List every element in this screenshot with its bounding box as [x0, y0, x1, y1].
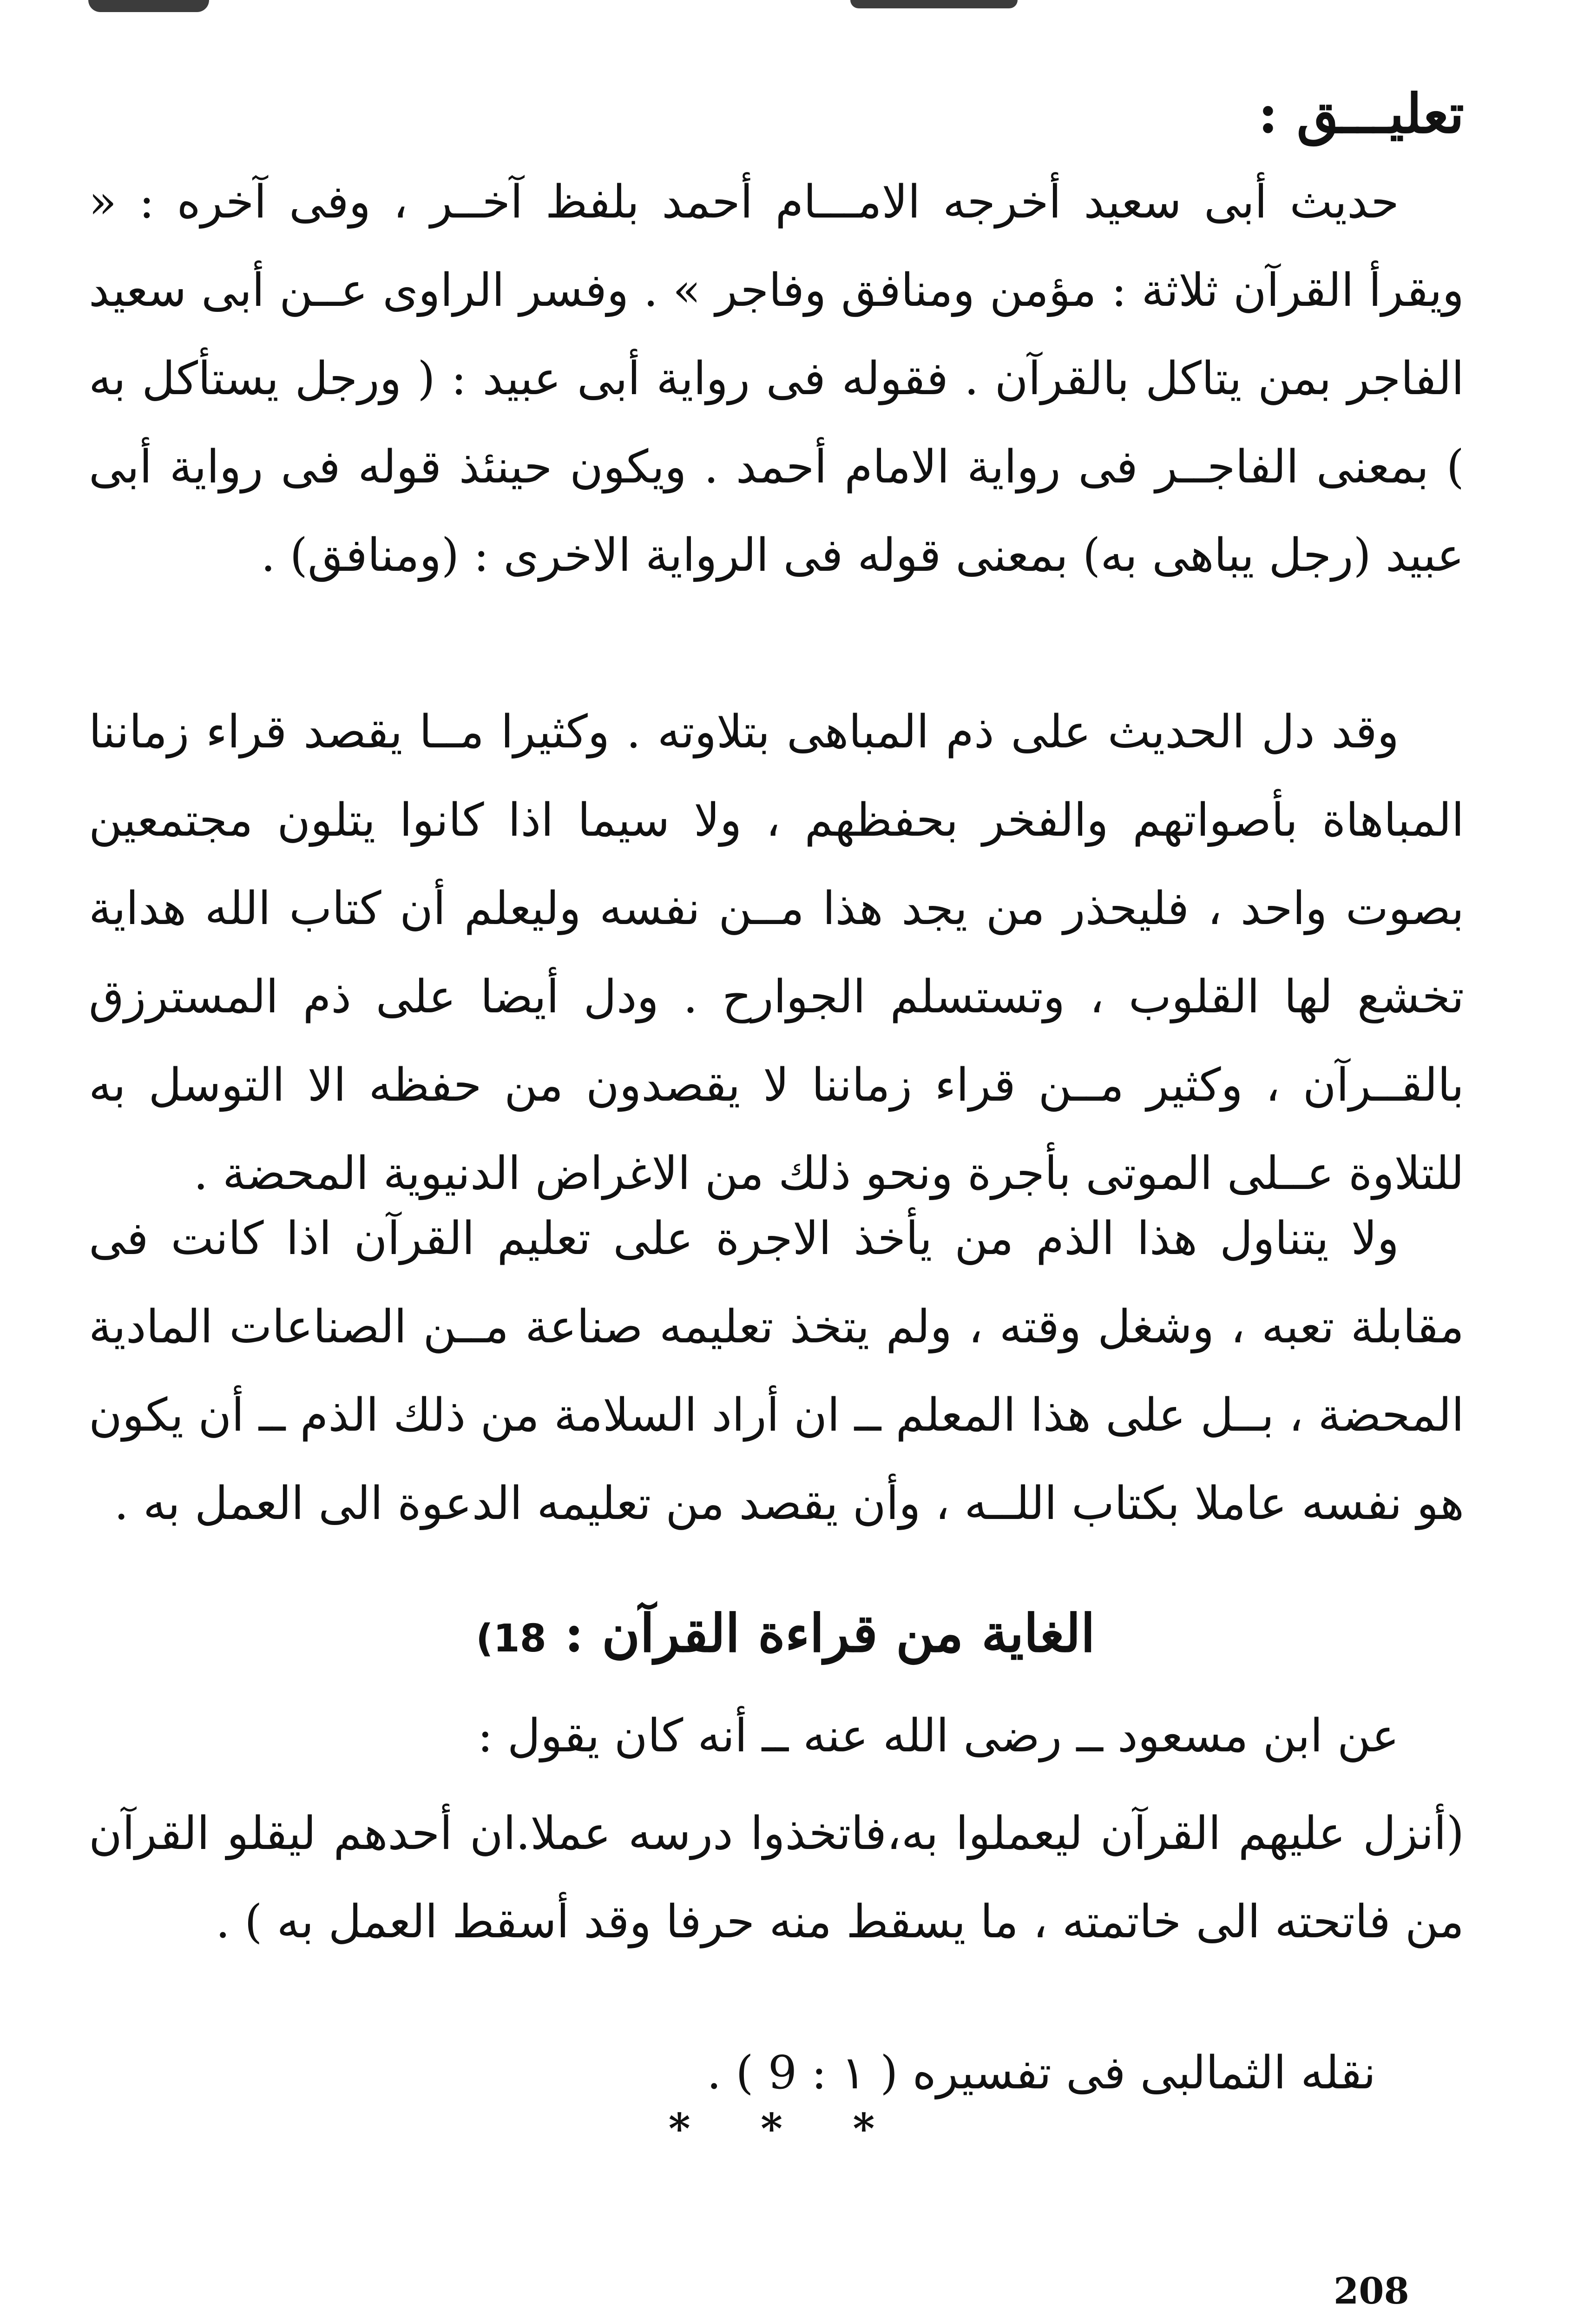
scan-artifact [850, 0, 1018, 8]
source-citation: نقله الثمالبى فى تفسيره ( ١ : 9 ) . [707, 2047, 1376, 2100]
comment-heading: تعليـــق : [1258, 82, 1464, 145]
quote-text: (أنزل عليهم القرآن ليعملوا به،فاتخذوا درسه عملا.ان أحدهم ليقلو القرآن من فاتحته الى خاتمته ، ما يسقط منه حرفا وقد أسقط العمل به ) . [89, 1807, 1464, 1948]
section-number: 18) [476, 1617, 546, 1661]
comment-paragraph [89, 158, 1464, 600]
narration-paragraph [89, 1692, 1464, 1780]
scan-artifact [88, 0, 209, 12]
narration-text: عن ابن مسعود ــ رضى الله عنه ــ أنه كان يقول : [477, 1710, 1399, 1763]
section-heading [0, 1594, 1571, 1678]
section-title-text: الغاية من قراءة القرآن : [564, 1603, 1095, 1664]
paragraph-text: ولا يتناول هذا الذم من يأخذ الاجرة على تعليم القرآن اذا كانت فى مقابلة تعبه ، وشغل وقته ، ولم يتخذ تعليمه صناعة مــن الصناعات المادية المحضة ، بــل على هذا المعلم ــ ان أراد السلامة من ذلك الذم ــ أن يكون هو نفسه عاملا بكتاب اللــه ، وأن يقصد من تعليمه الدعوة الى العمل به . [89, 1212, 1464, 1530]
paragraph-text: وقد دل الحديث على ذم المباهى بتلاوته . وكثيرا مــا يقصد قراء زماننا المباهاة بأصواتهم والفخر بحفظهم ، ولا سيما اذا كانوا يتلون مجتمعين بصوت واحد ، فليحذر من يجد هذا مــن نفسه وليعلم أن كتاب الله هداية تخشع لها القلوب ، وتستسلم الجوارح . ودل أيضا على ذم المسترزق بالقــرآن ، وكثير مــن قراء زماننا لا يقصدون من حفظه الا التوسل به للتلاوة عــلى الموتى بأجرة ونحو ذلك من الاغراض الدنيوية المحضة . [89, 706, 1464, 1200]
quote-paragraph [89, 1789, 1464, 1966]
section-divider-stars: * * * [668, 2104, 903, 2153]
body-paragraph-2 [89, 688, 1464, 1218]
body-paragraph-3 [89, 1195, 1464, 1548]
page-number: 208 [1334, 2270, 1409, 2312]
comment-text: حديث أبى سعيد أخرجه الامـــام أحمد بلفظ آخــر ، وفى آخره : « ويقرأ القرآن ثلاثة : مؤمن ومنافق وفاجر » . وفسر الراوى عــن أبى سعيد الفاجر بمن يتاكل بالقرآن . فقوله فى رواية أبى عبيد : ( ورجل يستأكل به ) بمعنى الفاجــر فى رواية الامام أحمد . ويكون حينئذ قوله فى رواية أبى عبيد (رجل يباهى به) بمعنى قوله فى الرواية الاخرى : (ومنافق) . [89, 176, 1464, 582]
